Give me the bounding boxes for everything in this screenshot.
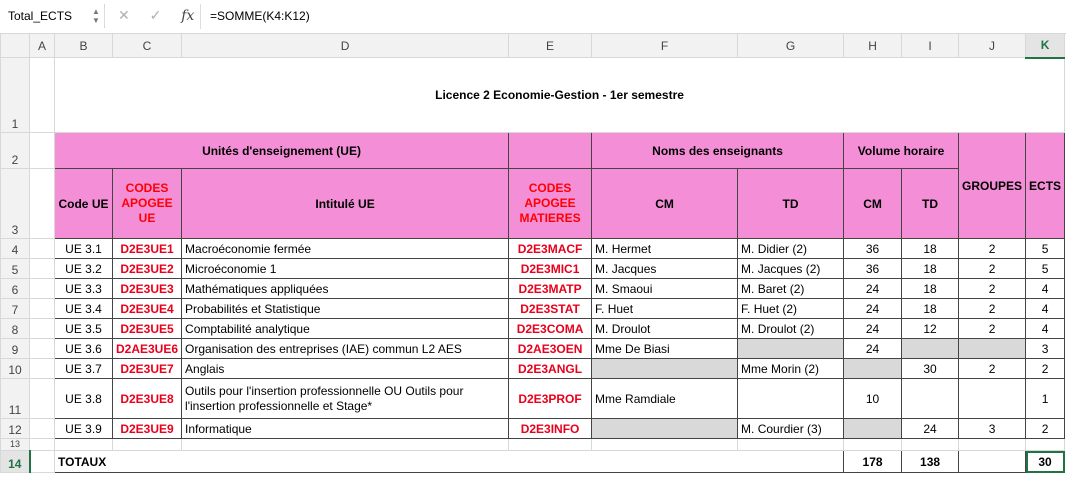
table-row bbox=[1, 259, 1065, 279]
apogee-matiere[interactable]: D2E3MIC1 bbox=[509, 259, 592, 279]
insert-function-icon[interactable]: fx bbox=[181, 8, 195, 24]
table-row bbox=[1, 279, 1065, 299]
ects[interactable]: 4 bbox=[1026, 319, 1065, 339]
cell-a2[interactable] bbox=[30, 133, 55, 169]
totals-label[interactable]: TOTAUX bbox=[55, 451, 844, 473]
column-header-e[interactable]: E bbox=[509, 34, 592, 58]
cell-a[interactable] bbox=[30, 319, 55, 339]
header-codes-apogee-matieres[interactable]: CODES APOGEE MATIERES bbox=[509, 169, 592, 239]
table-row bbox=[1, 239, 1065, 259]
apogee-ue[interactable]: D2E3UE1 bbox=[113, 239, 182, 259]
groupes[interactable]: 3 bbox=[959, 419, 1026, 439]
cell-a[interactable] bbox=[30, 359, 55, 379]
enseignant-td[interactable]: F. Huet (2) bbox=[738, 299, 844, 319]
name-box[interactable] bbox=[0, 4, 105, 28]
ects[interactable]: 4 bbox=[1026, 279, 1065, 299]
intitule[interactable]: Probabilités et Statistique bbox=[182, 299, 509, 319]
column-header-c[interactable]: C bbox=[113, 34, 182, 58]
heures-cm[interactable]: 24 bbox=[844, 299, 902, 319]
header-td[interactable]: TD bbox=[738, 169, 844, 239]
enseignant-cm[interactable]: Mme Ramdiale bbox=[592, 379, 738, 419]
code-ue[interactable]: UE 3.9 bbox=[55, 419, 113, 439]
apogee-ue[interactable]: D2E3UE2 bbox=[113, 259, 182, 279]
groupes[interactable] bbox=[959, 379, 1026, 419]
apogee-ue[interactable]: D2AE3UE6 bbox=[113, 339, 182, 359]
enseignant-td[interactable] bbox=[738, 339, 844, 359]
groupes[interactable]: 2 bbox=[959, 299, 1026, 319]
apogee-ue[interactable]: D2E3UE3 bbox=[113, 279, 182, 299]
cell-a[interactable] bbox=[30, 239, 55, 259]
heures-cm[interactable] bbox=[844, 359, 902, 379]
column-header-j[interactable]: J bbox=[959, 34, 1026, 58]
enseignant-cm[interactable]: M. Smaoui bbox=[592, 279, 738, 299]
heures-td[interactable] bbox=[902, 339, 959, 359]
cell-g13[interactable] bbox=[738, 439, 844, 451]
groupes[interactable]: 2 bbox=[959, 279, 1026, 299]
table-row bbox=[1, 339, 1065, 359]
column-header-g[interactable]: G bbox=[738, 34, 844, 58]
cell-c13[interactable] bbox=[113, 439, 182, 451]
row-header-3[interactable]: 3 bbox=[1, 169, 30, 239]
apogee-ue[interactable]: D2E3UE5 bbox=[113, 319, 182, 339]
ects[interactable]: 2 bbox=[1026, 419, 1065, 439]
enseignant-cm[interactable]: M. Jacques bbox=[592, 259, 738, 279]
cell-e2[interactable] bbox=[509, 133, 592, 169]
cancel-icon[interactable]: ✕ bbox=[118, 7, 130, 23]
enseignant-cm[interactable] bbox=[592, 419, 738, 439]
column-header-b[interactable]: B bbox=[55, 34, 113, 58]
cell-a1[interactable] bbox=[30, 58, 55, 133]
cell-i13[interactable] bbox=[902, 439, 959, 451]
header-code-ue[interactable]: Code UE bbox=[55, 169, 113, 239]
table-row bbox=[1, 319, 1065, 339]
cell-a[interactable] bbox=[30, 299, 55, 319]
apogee-matiere[interactable]: D2E3ANGL bbox=[509, 359, 592, 379]
heures-td[interactable]: 12 bbox=[902, 319, 959, 339]
cell-a[interactable] bbox=[30, 379, 55, 419]
formula-input[interactable]: =SOMME(K4:K12) bbox=[210, 9, 310, 23]
totals-row bbox=[1, 451, 1065, 473]
column-header-h[interactable]: H bbox=[844, 34, 902, 58]
row-header-2[interactable]: 2 bbox=[1, 133, 30, 169]
row-header-4[interactable]: 4 bbox=[1, 239, 30, 259]
row-header-8[interactable]: 8 bbox=[1, 319, 30, 339]
heures-cm[interactable]: 10 bbox=[844, 379, 902, 419]
cell-a13[interactable] bbox=[30, 439, 55, 451]
code-ue[interactable]: UE 3.3 bbox=[55, 279, 113, 299]
cell-a[interactable] bbox=[30, 259, 55, 279]
column-header-i[interactable]: I bbox=[902, 34, 959, 58]
cell-a[interactable] bbox=[30, 419, 55, 439]
cell-k13[interactable] bbox=[1026, 439, 1065, 451]
apogee-matiere[interactable]: D2E3PROF bbox=[509, 379, 592, 419]
heures-cm[interactable]: 24 bbox=[844, 339, 902, 359]
header-vh-td[interactable]: TD bbox=[902, 169, 959, 239]
row-header-1[interactable]: 1 bbox=[1, 58, 30, 133]
table-row bbox=[1, 299, 1065, 319]
intitule[interactable]: Anglais bbox=[182, 359, 509, 379]
table-row bbox=[1, 419, 1065, 439]
row-header-12[interactable]: 12 bbox=[1, 419, 30, 439]
enseignant-cm[interactable]: M. Droulot bbox=[592, 319, 738, 339]
header-ue[interactable]: Unités d'enseignement (UE) bbox=[55, 133, 509, 169]
heures-td[interactable]: 30 bbox=[902, 359, 959, 379]
intitule[interactable]: Organisation des entreprises (IAE) commun L2 AES bbox=[182, 339, 509, 359]
code-ue[interactable]: UE 3.8 bbox=[55, 379, 113, 419]
cell-f13[interactable] bbox=[592, 439, 738, 451]
header-groupes[interactable]: GROUPES bbox=[959, 133, 1026, 239]
cell-e13[interactable] bbox=[509, 439, 592, 451]
enseignant-td[interactable]: M. Jacques (2) bbox=[738, 259, 844, 279]
cell-j13[interactable] bbox=[959, 439, 1026, 451]
heures-td[interactable]: 18 bbox=[902, 299, 959, 319]
enseignant-td[interactable]: Mme Morin (2) bbox=[738, 359, 844, 379]
cell-d13[interactable] bbox=[182, 439, 509, 451]
apogee-matiere[interactable]: D2E3INFO bbox=[509, 419, 592, 439]
apogee-matiere[interactable]: D2E3MATP bbox=[509, 279, 592, 299]
total-ects-cell[interactable]: 30 bbox=[1026, 451, 1065, 473]
row-header-5[interactable]: 5 bbox=[1, 259, 30, 279]
cell-a3[interactable] bbox=[30, 169, 55, 239]
apogee-ue[interactable]: D2E3UE7 bbox=[113, 359, 182, 379]
heures-cm[interactable]: 24 bbox=[844, 319, 902, 339]
enseignant-cm[interactable] bbox=[592, 359, 738, 379]
intitule[interactable]: Macroéconomie fermée bbox=[182, 239, 509, 259]
cell-a[interactable] bbox=[30, 279, 55, 299]
ects[interactable]: 5 bbox=[1026, 239, 1065, 259]
enseignant-td[interactable]: M. Droulot (2) bbox=[738, 319, 844, 339]
heures-cm[interactable]: 24 bbox=[844, 279, 902, 299]
enseignant-td[interactable] bbox=[738, 379, 844, 419]
table-row bbox=[1, 379, 1065, 419]
apogee-ue[interactable]: D2E3UE4 bbox=[113, 299, 182, 319]
cell-h13[interactable] bbox=[844, 439, 902, 451]
row-header-11[interactable]: 11 bbox=[1, 379, 30, 419]
heures-cm[interactable]: 36 bbox=[844, 259, 902, 279]
cell-b13[interactable] bbox=[55, 439, 113, 451]
ects[interactable]: 5 bbox=[1026, 259, 1065, 279]
ects[interactable]: 2 bbox=[1026, 359, 1065, 379]
heures-td[interactable]: 18 bbox=[902, 259, 959, 279]
ects[interactable]: 4 bbox=[1026, 299, 1065, 319]
header-intitule[interactable]: Intitulé UE bbox=[182, 169, 509, 239]
code-ue[interactable]: UE 3.2 bbox=[55, 259, 113, 279]
code-ue[interactable]: UE 3.1 bbox=[55, 239, 113, 259]
total-heures-td[interactable]: 138 bbox=[902, 451, 959, 473]
apogee-matiere[interactable]: D2E3STAT bbox=[509, 299, 592, 319]
heures-td[interactable]: 24 bbox=[902, 419, 959, 439]
header-cm[interactable]: CM bbox=[592, 169, 738, 239]
column-header-f[interactable]: F bbox=[592, 34, 738, 58]
code-ue[interactable]: UE 3.5 bbox=[55, 319, 113, 339]
apogee-matiere[interactable]: D2E3COMA bbox=[509, 319, 592, 339]
apogee-matiere[interactable]: D2E3MACF bbox=[509, 239, 592, 259]
row-header-13[interactable]: 13 bbox=[1, 439, 30, 451]
name-box-spinner-icon[interactable]: ▲ ▼ bbox=[92, 7, 100, 25]
enseignant-cm[interactable]: F. Huet bbox=[592, 299, 738, 319]
code-ue[interactable]: UE 3.4 bbox=[55, 299, 113, 319]
row-header-7[interactable]: 7 bbox=[1, 299, 30, 319]
row-header-6[interactable]: 6 bbox=[1, 279, 30, 299]
heures-td[interactable] bbox=[902, 379, 959, 419]
row-header-9[interactable]: 9 bbox=[1, 339, 30, 359]
cell-a[interactable] bbox=[30, 339, 55, 359]
code-ue[interactable]: UE 3.6 bbox=[55, 339, 113, 359]
confirm-icon[interactable]: ✓ bbox=[149, 7, 162, 23]
groupes[interactable]: 2 bbox=[959, 359, 1026, 379]
header-volume-horaire[interactable]: Volume horaire bbox=[844, 133, 959, 169]
formula-bar bbox=[0, 0, 1066, 34]
ects[interactable]: 1 bbox=[1026, 379, 1065, 419]
enseignant-td[interactable]: M. Courdier (3) bbox=[738, 419, 844, 439]
enseignant-td[interactable]: M. Baret (2) bbox=[738, 279, 844, 299]
row-header-10[interactable]: 10 bbox=[1, 359, 30, 379]
apogee-ue[interactable]: D2E3UE8 bbox=[113, 379, 182, 419]
header-ects[interactable]: ECTS bbox=[1026, 133, 1065, 239]
apogee-ue[interactable]: D2E3UE9 bbox=[113, 419, 182, 439]
code-ue[interactable]: UE 3.7 bbox=[55, 359, 113, 379]
spreadsheet-grid bbox=[0, 33, 1065, 473]
enseignant-td[interactable]: M. Didier (2) bbox=[738, 239, 844, 259]
groupes[interactable] bbox=[959, 339, 1026, 359]
intitule[interactable]: Comptabilité analytique bbox=[182, 319, 509, 339]
header-vh-cm[interactable]: CM bbox=[844, 169, 902, 239]
intitule[interactable]: Mathématiques appliquées bbox=[182, 279, 509, 299]
sheet-title[interactable]: Licence 2 Economie-Gestion - 1er semestre bbox=[55, 58, 1065, 133]
groupes[interactable]: 2 bbox=[959, 239, 1026, 259]
table-row bbox=[1, 359, 1065, 379]
heures-cm[interactable]: 36 bbox=[844, 239, 902, 259]
intitule[interactable]: Outils pour l'insertion professionnelle OU Outils pour l'insertion professionnelle et Stage* bbox=[182, 379, 509, 419]
cell-a14[interactable] bbox=[30, 451, 55, 473]
heures-td[interactable]: 18 bbox=[902, 279, 959, 299]
enseignant-cm[interactable]: Mme De Biasi bbox=[592, 339, 738, 359]
enseignant-cm[interactable]: M. Hermet bbox=[592, 239, 738, 259]
header-codes-apogee-ue[interactable]: CODES APOGEE UE bbox=[113, 169, 182, 239]
row-header-14[interactable]: 14 bbox=[1, 451, 30, 473]
cell-j14[interactable] bbox=[959, 451, 1026, 473]
header-enseignants[interactable]: Noms des enseignants bbox=[592, 133, 844, 169]
heures-td[interactable]: 18 bbox=[902, 239, 959, 259]
column-header-d[interactable]: D bbox=[182, 34, 509, 58]
select-all-corner[interactable] bbox=[1, 34, 30, 58]
intitule[interactable]: Microéconomie 1 bbox=[182, 259, 509, 279]
name-box-value: Total_ECTS bbox=[8, 9, 73, 23]
heures-cm[interactable] bbox=[844, 419, 902, 439]
groupes[interactable]: 2 bbox=[959, 319, 1026, 339]
apogee-matiere[interactable]: D2AE3OEN bbox=[509, 339, 592, 359]
column-header-row bbox=[1, 34, 1065, 58]
column-header-a[interactable]: A bbox=[30, 34, 55, 58]
groupes[interactable]: 2 bbox=[959, 259, 1026, 279]
column-header-k[interactable]: K bbox=[1026, 34, 1065, 58]
ects[interactable]: 3 bbox=[1026, 339, 1065, 359]
intitule[interactable]: Informatique bbox=[182, 419, 509, 439]
total-heures-cm[interactable]: 178 bbox=[844, 451, 902, 473]
